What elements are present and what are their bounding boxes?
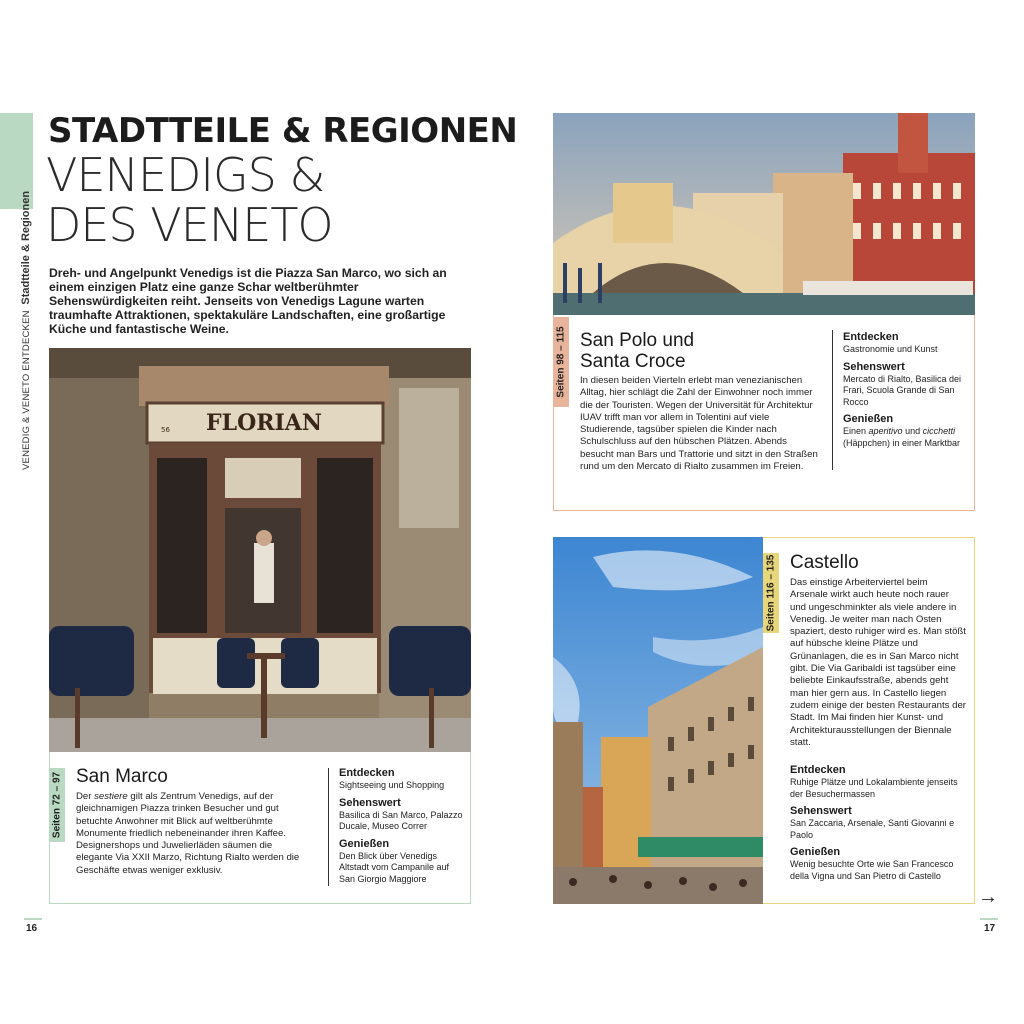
card-san-marco: [49, 752, 471, 904]
card-title-line-1: San Polo und: [580, 330, 695, 351]
enjoy-text: Wenig besuchte Orte wie San Francesco della Vigna und San Pietro di Castello: [790, 859, 954, 881]
pages-range: Seiten 72 – 97: [51, 771, 63, 839]
pages-tab-san-polo: [553, 317, 569, 407]
explore-heading: Entdecken: [843, 331, 899, 343]
card-san-polo: [553, 315, 975, 511]
page-title-line-1: VENEDIGS &: [46, 148, 325, 202]
explore-heading: Entdecken: [339, 767, 395, 779]
pages-tab-castello: [763, 553, 779, 633]
explore-text: Gastronomie und Kunst: [843, 344, 938, 354]
sights-heading: Sehenswert: [339, 796, 401, 809]
info-box: [790, 764, 966, 887]
card-body: [790, 577, 966, 749]
card-title: San Marco: [76, 766, 168, 787]
page-number-bar-right: [980, 918, 998, 920]
info-divider: [328, 768, 329, 886]
sights-heading: Sehenswert: [790, 805, 852, 817]
card-body: [76, 791, 311, 877]
pages-range: Seiten 116 – 135: [765, 554, 777, 632]
side-runner-prefix: VENEDIG & VENETO ENTDECKEN: [21, 310, 32, 470]
sights-heading: Sehenswert: [843, 360, 905, 373]
card-title-line-2: Santa Croce: [580, 351, 686, 372]
enjoy-text: Den Blick über Venedigs Altstadt vom Campanile auf San Giorgio Maggiore: [339, 850, 450, 884]
pages-tab-san-marco: [49, 768, 65, 842]
page-title-kicker: STADTTEILE & REGIONEN: [48, 111, 518, 151]
page-number-bar-left: [24, 918, 42, 920]
info-box: [843, 331, 971, 454]
card-body-text: Das einstige Arbeiterviertel beim Arsenale wirkt auch heute noch rauer und ungeschminkter als viele andere in Venedig. Je weiter man nach Osten spaziert, desto ruhiger wird es. Man stößt auf hübsche kleine Plätze und Grünanlagen, die es in San Marco nicht gibt. Die Via Garibaldi ist tagsüber eine beliebte Einkaufsstraße, abends geht man hier gern aus. In Castello liegen zudem einige der besten Restaurants der Stadt. Im Mai finden hier Kunst- und Architekturausstellungen der Biennale statt.: [790, 577, 966, 748]
page-number-right: 17: [984, 923, 996, 934]
card-title: [580, 330, 694, 372]
card-body-text: In diesen beiden Vierteln erlebt man venezianischen Alltag, hier schlägt die Zahl der Einwohner noch immer die der Touristen. Wegen der Universität für Architektur IUAV trifft man vor allem in Tolentini auf viele Studierende, tagsüber spielen die Kinder nach Schulschluss auf den hübschen Plätzen. Abends besucht man Bars und Trattorie und sitzt in den Straßen rund um den Mercato di Rialto zusammen im Freien.: [580, 375, 818, 473]
side-runner-section: Stadtteile & Regionen: [20, 190, 32, 305]
enjoy-text: Einen aperitivo und cicchetti (Häppchen) in einer Marktbar: [843, 426, 961, 448]
enjoy-heading: Genießen: [339, 837, 390, 850]
info-box: [339, 767, 467, 890]
card-body-text: Der sestiere gilt als Zentrum Venedigs, auf der gleichnamigen Piazza trinken Besucher und gut betuchte Anwohner mit Blick auf weltberühmte Monumente friedlich nebeneinander ihren Kaffee. Designershops und Juwelierläden säumen die elegante Via XXII Marzo, Richtung Rialto werden die Geschäfte etwas weniger exklusiv.: [76, 791, 300, 876]
photo-house-number: 56: [161, 426, 170, 434]
card-body: [580, 375, 818, 473]
arrow-right-icon[interactable]: →: [978, 886, 998, 908]
photo-rialto-bridge: [553, 113, 975, 315]
intro-text: Dreh- und Angelpunkt Venedigs ist die Piazza San Marco, wo sich an einem einzigen Platz eine ganze Schar weltberühmter Sehenswürdigkeiten reiht. Jenseits von Venedigs Lagune warten traumhafte Attraktionen, spektakuläre Landschaften, eine großartige Küche und fantastische Weine.: [49, 266, 447, 336]
photo-castello-square: [553, 537, 763, 904]
page-title-line-2: DES VENETO: [46, 198, 333, 252]
sights-text: San Zaccaria, Arsenale, Santi Giovanni e Paolo: [790, 818, 955, 840]
explore-text: Sightseeing und Shopping: [339, 780, 445, 790]
page-title: [46, 150, 333, 250]
pages-range: Seiten 98 – 115: [555, 326, 567, 398]
page-number-left: 16: [26, 923, 38, 934]
card-title: Castello: [790, 552, 859, 573]
card-castello: [763, 537, 975, 904]
photo-caffe-florian: [49, 348, 471, 752]
info-divider: [832, 330, 833, 470]
explore-heading: Entdecken: [790, 764, 846, 776]
explore-text: Ruhige Plätze und Lokalambiente jenseits der Besuchermassen: [790, 777, 958, 799]
photo-sign-text: FLORIAN: [205, 410, 323, 436]
enjoy-heading: Genießen: [843, 413, 894, 425]
side-runner: [20, 191, 32, 470]
enjoy-heading: Genießen: [790, 846, 841, 858]
sights-text: Basilica di San Marco, Palazzo Ducale, Museo Correr: [339, 809, 463, 831]
sights-text: Mercato di Rialto, Basilica dei Frari, Scuola Grande di San Rocco: [843, 373, 962, 407]
